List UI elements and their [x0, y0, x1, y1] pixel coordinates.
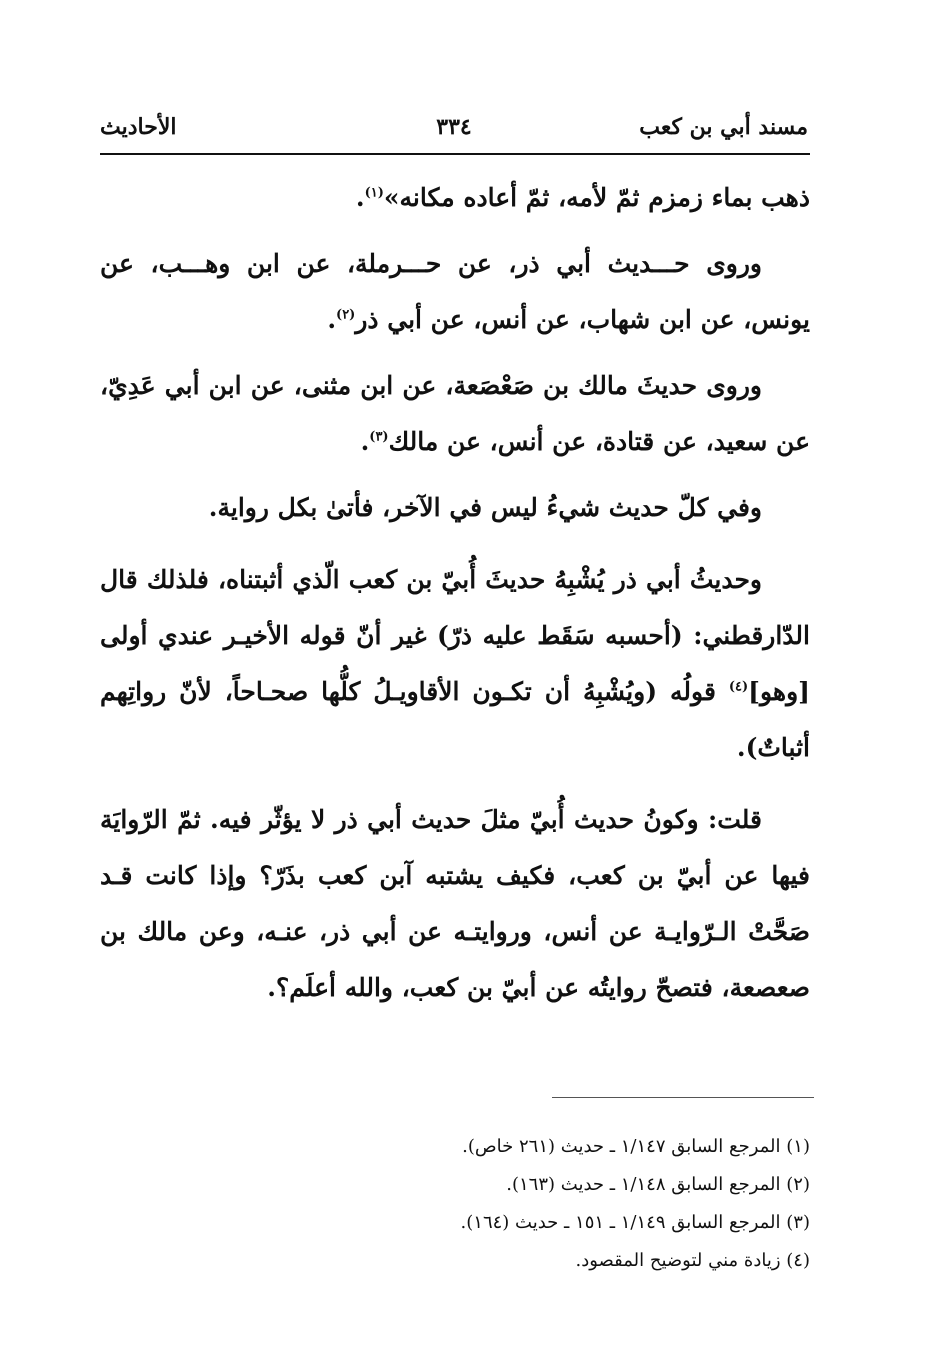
page-number: ٣٣٤ — [436, 114, 472, 140]
footnote-3: (٣) المرجع السابق ١/١٤٩ ـ ١٥١ ـ حديث (١٦٤). — [460, 1212, 810, 1233]
footnote-4: (٤) زيادة مني لتوضيح المقصود. — [575, 1250, 810, 1271]
paragraph-4: وفي كلّ حديث شيءُ ليس في الآخر، فأتىٰ بكل رواية. — [208, 493, 762, 522]
header-section-title: الأحاديث — [100, 114, 177, 140]
footnote-ref-2: (٢) — [336, 307, 356, 323]
footnote-ref-4: (٤) — [728, 679, 749, 695]
paragraph-5: وحديثُ أبي ذر يُشْبِهُ حديثَ أُبيّ بن كعب الّذي أثبتناه، فلذلك قال الدّارقطني: (أحسبه سَقَط عليه ذرّ) غير أنّ قوله الأخيـر عندي أولى [وهو]$^{(٤)}$ قولُه (ويُشْبِهُ أن تكـون الأقاويـلُ كلُّها صحـاحاً، لأنّ رواتِهم أثباتٌ). — [100, 565, 810, 762]
paragraph-1: ذهب بماء زمزم ثمّ لأمه، ثمّ أعاده مكانه»$^{(١)}$. — [355, 183, 810, 212]
footnote-2: (٢) المرجع السابق ١/١٤٨ ـ حديث (١٦٣). — [506, 1174, 810, 1195]
footnote-rule — [552, 1097, 814, 1098]
header-book-title: مسند أبي بن كعب — [639, 114, 808, 140]
footnote-1: (١) المرجع السابق ١/١٤٧ ـ حديث (٢٦١ خاص). — [462, 1136, 810, 1157]
footnotes — [100, 1128, 810, 1280]
main-text — [100, 170, 810, 1026]
footnote-ref-3: (٣) — [369, 429, 389, 445]
footnote-ref-1: (١) — [364, 185, 384, 201]
paragraph-3: وروى حديثَ مالك بن صَعْصَعة، عن ابن مثنى، عن ابن أبي عَدِيّ، عن سعيد، عن قتادة، عن أنس، عن مالك$^{(٣)}$. — [100, 371, 810, 456]
running-header — [100, 104, 808, 150]
header-rule — [100, 153, 810, 155]
paragraph-2: وروى حـــديث أبي ذر، عن حـــرملة، عن ابن وهـــب، عن يونس، عن ابن شهاب، عن أنس، عن أبي ذر$^{(٢)}$. — [100, 249, 810, 334]
paragraph-6: قلت: وكونُ حديث أُبيّ مثلَ حديث أبي ذر لا يؤثّر فيه. ثمّ الرّوايَة فيها عن أبيّ بن كعب، فكيف يشتبه آبن كعب بذَرّ؟ وإذا كانت قـد صَحَّتْ الـرّوايـة عن أنس، وروايتـه عن أبي ذر، عنـه، وعن مالك بن صعصعة، فتصحّ روايتُه عن أبيّ بن كعب، والله أعلَم؟. — [100, 805, 810, 1002]
